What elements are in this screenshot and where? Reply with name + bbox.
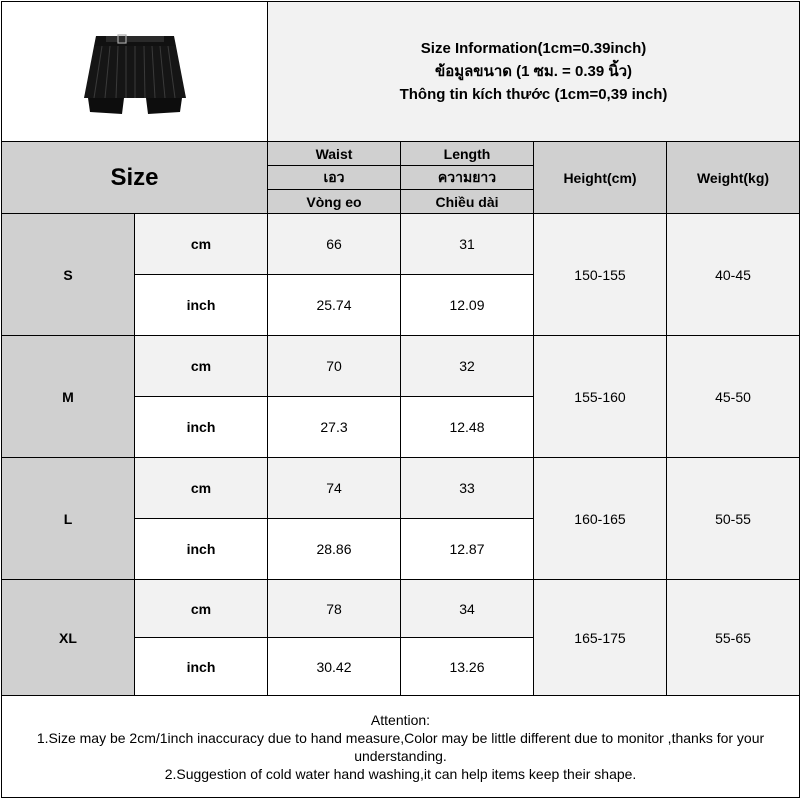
- weight-m: 45-50: [667, 336, 800, 458]
- unit-inch-m: inch: [135, 397, 268, 458]
- length-inch-xl: 13.26: [401, 638, 534, 696]
- length-inch-m: 12.48: [401, 397, 534, 458]
- waist-inch-s: 25.74: [268, 275, 401, 336]
- waist-cm-m: 70: [268, 336, 401, 397]
- size-info-thai: ข้อมูลขนาด (1 ซม. = 0.39 นิ้ว): [434, 63, 633, 80]
- height-l: 160-165: [534, 458, 667, 580]
- product-photo-cell: [2, 2, 268, 142]
- unit-inch-s: inch: [135, 275, 268, 336]
- attention-notes: [2, 696, 800, 798]
- attention-line-2: 2.Suggestion of cold water hand washing,it can help items keep their shape.: [164, 765, 637, 782]
- weight-xl: 55-65: [667, 580, 800, 696]
- pleated-shorts-skirt-image: [66, 6, 204, 138]
- waist-header-en: Waist: [268, 142, 401, 166]
- size-header: Size: [2, 142, 268, 214]
- size-label-xl: XL: [2, 580, 135, 696]
- size-label-l: L: [2, 458, 135, 580]
- length-header-th: ความยาว: [401, 166, 534, 190]
- length-inch-s: 12.09: [401, 275, 534, 336]
- length-inch-l: 12.87: [401, 519, 534, 580]
- length-cm-s: 31: [401, 214, 534, 275]
- unit-cm-s: cm: [135, 214, 268, 275]
- unit-cm-xl: cm: [135, 580, 268, 638]
- length-cm-l: 33: [401, 458, 534, 519]
- height-header: Height(cm): [534, 142, 667, 214]
- size-info-vietnamese: Thông tin kích thước (1cm=0,39 inch): [399, 86, 668, 103]
- waist-header-th: เอว: [268, 166, 401, 190]
- size-label-m: M: [2, 336, 135, 458]
- height-xl: 165-175: [534, 580, 667, 696]
- weight-header: Weight(kg): [667, 142, 800, 214]
- size-info-english: Size Information(1cm=0.39inch): [420, 40, 647, 57]
- unit-inch-xl: inch: [135, 638, 268, 696]
- length-cm-xl: 34: [401, 580, 534, 638]
- weight-l: 50-55: [667, 458, 800, 580]
- waist-inch-xl: 30.42: [268, 638, 401, 696]
- length-header-en: Length: [401, 142, 534, 166]
- waist-cm-l: 74: [268, 458, 401, 519]
- unit-inch-l: inch: [135, 519, 268, 580]
- length-cm-m: 32: [401, 336, 534, 397]
- size-chart-table: [1, 1, 800, 798]
- waist-cm-xl: 78: [268, 580, 401, 638]
- attention-line-1: 1.Size may be 2cm/1inch inaccuracy due to hand measure,Color may be little different due to monitor ,thanks for your understanding.: [36, 729, 765, 764]
- unit-cm-l: cm: [135, 458, 268, 519]
- size-information-header: [268, 2, 800, 142]
- height-m: 155-160: [534, 336, 667, 458]
- waist-header-vi: Vòng eo: [268, 190, 401, 214]
- waist-cm-s: 66: [268, 214, 401, 275]
- waist-inch-m: 27.3: [268, 397, 401, 458]
- attention-title: Attention:: [370, 711, 431, 728]
- weight-s: 40-45: [667, 214, 800, 336]
- length-header-vi: Chiều dài: [401, 190, 534, 214]
- unit-cm-m: cm: [135, 336, 268, 397]
- height-s: 150-155: [534, 214, 667, 336]
- size-label-s: S: [2, 214, 135, 336]
- waist-inch-l: 28.86: [268, 519, 401, 580]
